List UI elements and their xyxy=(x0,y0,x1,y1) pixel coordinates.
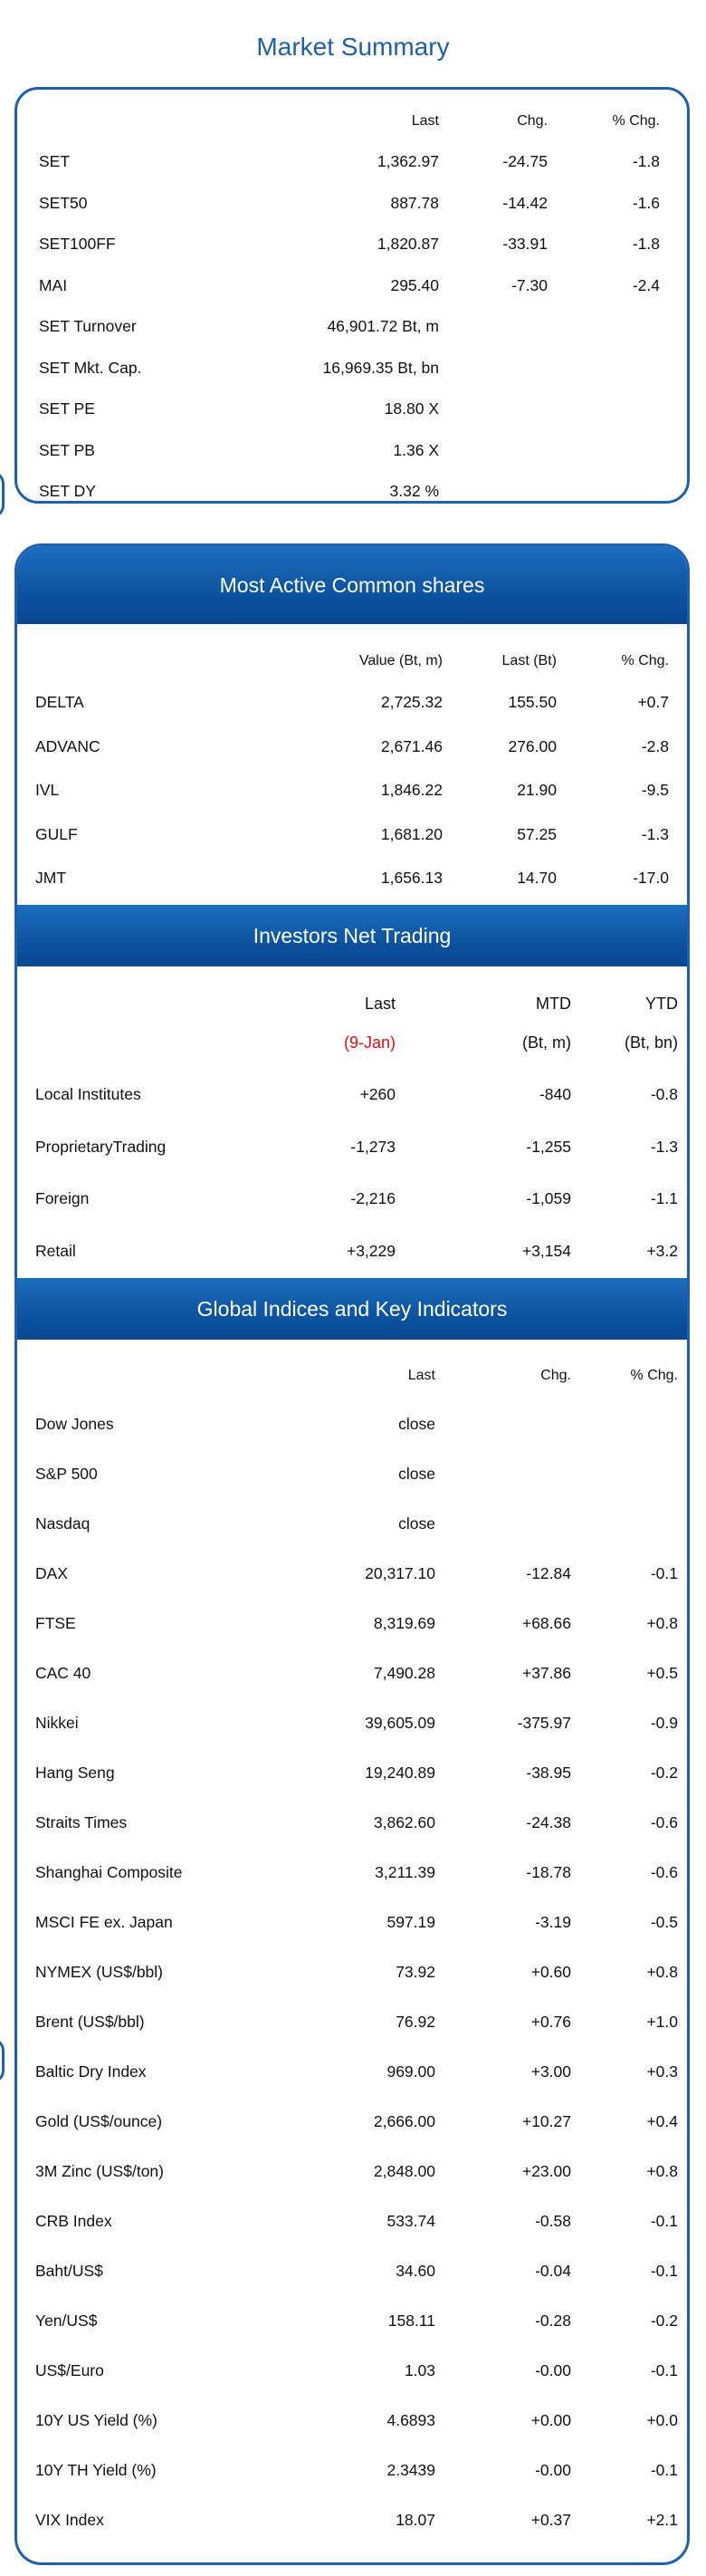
row-last: 3,862.60 xyxy=(373,1813,435,1831)
row-label: Nikkei xyxy=(35,1714,79,1732)
row-last: 1,820.87 xyxy=(377,235,439,253)
header-last: Last xyxy=(364,995,396,1013)
row-last: close xyxy=(398,1465,435,1483)
row-label: SET50 xyxy=(39,193,88,212)
row-pct-chg: -0.2 xyxy=(650,2312,678,2330)
row-ytd: -1.3 xyxy=(650,1137,678,1156)
table-row xyxy=(17,1410,687,1437)
market-summary-title: Market Summary xyxy=(256,33,450,61)
row-last: close xyxy=(398,1415,435,1433)
row-chg: +23.00 xyxy=(521,2162,571,2180)
row-label: Yen/US$ xyxy=(35,2312,98,2330)
header-pct-chg: % Chg. xyxy=(612,113,660,129)
row-chg: -0.58 xyxy=(535,2212,571,2230)
row-chg: +37.86 xyxy=(521,1664,571,1682)
row-label: MAI xyxy=(39,275,68,294)
row-last: +260 xyxy=(359,1085,396,1103)
table-row xyxy=(17,1759,687,1786)
row-pct-chg: +0.0 xyxy=(646,2411,678,2429)
row-pct-chg: +0.8 xyxy=(646,2162,678,2180)
row-last: 21.90 xyxy=(517,781,557,799)
row-chg: -24.75 xyxy=(502,152,548,170)
row-last: 295.40 xyxy=(390,275,439,294)
table-row xyxy=(17,1510,687,1537)
table-row xyxy=(17,2207,687,2235)
row-last: 2,666.00 xyxy=(373,2112,435,2130)
row-label: 10Y US Yield (%) xyxy=(35,2411,157,2429)
table-row xyxy=(17,312,687,340)
row-label: SET xyxy=(39,152,71,170)
row-pct-chg: -0.1 xyxy=(650,2461,678,2479)
table-row xyxy=(17,821,687,848)
row-pct-chg: -1.3 xyxy=(641,824,669,843)
row-chg: -0.04 xyxy=(535,2262,571,2280)
table-row xyxy=(17,230,687,257)
row-last: 969.00 xyxy=(386,2062,435,2081)
row-last: +3,229 xyxy=(346,1241,396,1260)
row-label: Baht/US$ xyxy=(35,2262,103,2280)
row-chg: -0.00 xyxy=(535,2461,571,2479)
header-value: Value (Bt, m) xyxy=(358,653,443,668)
row-last: 3,211.39 xyxy=(375,1863,435,1881)
row-ytd: -0.8 xyxy=(650,1085,678,1103)
row-chg: +68.66 xyxy=(521,1614,571,1632)
row-last: 7,490.28 xyxy=(373,1664,435,1682)
row-label: Dow Jones xyxy=(35,1415,114,1433)
row-ytd: -1.1 xyxy=(650,1189,678,1207)
row-pct-chg: +0.5 xyxy=(646,1664,678,1682)
row-last: -2,216 xyxy=(350,1189,396,1207)
table-row xyxy=(17,1659,687,1687)
row-last: 73.92 xyxy=(396,1963,435,1981)
table-row xyxy=(17,688,687,716)
table-row xyxy=(17,2158,687,2185)
header-last: Last xyxy=(411,113,439,129)
header-ytd: YTD xyxy=(645,995,678,1013)
row-last: 4.6893 xyxy=(386,2411,435,2429)
table-row xyxy=(17,1709,687,1736)
row-label: Hang Seng xyxy=(35,1764,115,1782)
row-last: 39,605.09 xyxy=(365,1714,435,1732)
table-row xyxy=(17,2456,687,2484)
row-label: Local Institutes xyxy=(35,1085,141,1103)
table-row xyxy=(17,864,687,891)
row-mtd: -1,255 xyxy=(526,1137,571,1156)
row-ytd: +3.2 xyxy=(646,1241,678,1260)
table-row xyxy=(17,1859,687,1886)
row-label: GULF xyxy=(35,824,78,843)
row-label: Baltic Dry Index xyxy=(35,2062,147,2081)
row-value: 2,671.46 xyxy=(380,736,443,755)
table-row xyxy=(17,1610,687,1637)
row-last: 8,319.69 xyxy=(373,1614,435,1632)
row-label: SET PE xyxy=(39,399,95,418)
row-mtd: -840 xyxy=(539,1085,571,1103)
row-label: 3M Zinc (US$/ton) xyxy=(35,2162,164,2180)
row-last: 57.25 xyxy=(517,824,557,843)
row-label: 10Y TH Yield (%) xyxy=(35,2461,157,2479)
row-label: VIX Index xyxy=(35,2511,104,2529)
table-row xyxy=(17,272,687,299)
row-last: 1.36 X xyxy=(393,440,439,459)
row-chg: -7.30 xyxy=(511,275,548,294)
row-mtd: -1,059 xyxy=(526,1189,571,1207)
row-pct-chg: -9.5 xyxy=(641,781,669,799)
most-active-banner: Most Active Common shares xyxy=(17,546,687,624)
row-chg: -14.42 xyxy=(502,193,548,212)
row-label: FTSE xyxy=(35,1614,76,1632)
most-active-header-row xyxy=(17,648,687,675)
row-chg: -24.38 xyxy=(526,1813,571,1831)
table-row xyxy=(17,2307,687,2334)
table-row xyxy=(17,189,687,216)
row-pct-chg: -0.1 xyxy=(650,1564,678,1582)
investors-header-row xyxy=(17,990,687,1017)
row-mtd: +3,154 xyxy=(521,1241,571,1260)
row-chg: +10.27 xyxy=(521,2112,571,2130)
market-summary-header-row xyxy=(17,108,687,135)
row-last: 16,969.35 Bt, bn xyxy=(322,358,439,377)
row-chg: -18.78 xyxy=(526,1863,571,1881)
row-chg: -0.00 xyxy=(535,2361,571,2379)
row-last: 76.92 xyxy=(396,2013,435,2031)
row-chg: -38.95 xyxy=(526,1764,571,1782)
row-pct-chg: +1.0 xyxy=(646,2013,678,2031)
row-label: S&P 500 xyxy=(35,1465,98,1483)
row-pct-chg: -0.6 xyxy=(650,1863,678,1881)
table-row xyxy=(17,2008,687,2035)
subheader-ytd-unit: (Bt, bn) xyxy=(624,1033,678,1052)
row-label: SET100FF xyxy=(39,235,116,253)
row-label: IVL xyxy=(35,781,60,799)
row-label: Shanghai Composite xyxy=(35,1863,183,1881)
indicators-panel xyxy=(14,543,690,2565)
row-pct-chg: +2.1 xyxy=(646,2511,678,2529)
header-pct-chg: % Chg. xyxy=(621,653,669,668)
row-label: Gold (US$/ounce) xyxy=(35,2112,163,2130)
table-row xyxy=(17,2357,687,2384)
table-row xyxy=(17,354,687,381)
investors-subheader-row xyxy=(17,1029,687,1056)
table-row xyxy=(17,2058,687,2085)
subheader-date: (9-Jan) xyxy=(343,1033,396,1052)
row-label: MSCI FE ex. Japan xyxy=(35,1913,173,1931)
row-label: SET Turnover xyxy=(39,317,137,335)
row-pct-chg: -0.1 xyxy=(650,2262,678,2280)
row-last: 19,240.89 xyxy=(365,1764,435,1782)
table-row xyxy=(17,148,687,175)
row-pct-chg: +0.8 xyxy=(646,1614,678,1632)
row-label: SET Mkt. Cap. xyxy=(39,358,142,377)
row-last: 533.74 xyxy=(386,2212,435,2230)
row-pct-chg: -2.8 xyxy=(641,736,669,755)
row-pct-chg: -0.1 xyxy=(650,2212,678,2230)
row-last: 18.07 xyxy=(396,2511,435,2529)
row-label: SET PB xyxy=(39,440,95,459)
market-summary-panel xyxy=(14,87,690,504)
row-pct-chg: -17.0 xyxy=(633,869,669,887)
row-pct-chg: +0.4 xyxy=(646,2112,678,2130)
row-pct-chg: -0.6 xyxy=(650,1813,678,1831)
row-last: 18.80 X xyxy=(384,399,439,418)
subheader-mtd-unit: (Bt, m) xyxy=(522,1033,571,1052)
table-row xyxy=(17,1958,687,1985)
row-last: 1,362.97 xyxy=(377,152,439,170)
row-label: DELTA xyxy=(35,693,84,711)
table-row xyxy=(17,2407,687,2434)
header-chg: Chg. xyxy=(517,113,548,129)
row-label: Straits Times xyxy=(35,1813,128,1831)
row-last: 2.3439 xyxy=(386,2461,435,2479)
row-label: Brent (US$/bbl) xyxy=(35,2013,145,2031)
row-chg: +3.00 xyxy=(530,2062,571,2081)
row-last: 3.32 % xyxy=(389,482,439,500)
row-chg: -33.91 xyxy=(502,235,548,253)
row-last: 158.11 xyxy=(387,2312,435,2330)
table-row xyxy=(17,2108,687,2135)
row-label: DAX xyxy=(35,1564,68,1582)
table-row xyxy=(17,1133,687,1160)
row-last: 155.50 xyxy=(508,693,557,711)
row-label: CRB Index xyxy=(35,2212,112,2230)
row-last: 597.19 xyxy=(386,1913,435,1931)
row-chg: -3.19 xyxy=(535,1913,571,1931)
row-pct-chg: -1.6 xyxy=(632,193,660,212)
row-value: 2,725.32 xyxy=(380,693,443,711)
decorative-tab xyxy=(0,2038,5,2083)
row-label: SET DY xyxy=(39,482,96,500)
table-row xyxy=(17,776,687,803)
table-row xyxy=(17,1560,687,1587)
row-chg: +0.37 xyxy=(530,2511,571,2529)
row-last: 2,848.00 xyxy=(373,2162,435,2180)
row-label: Nasdaq xyxy=(35,1514,91,1533)
row-last: 20,317.10 xyxy=(365,1564,435,1582)
table-row xyxy=(17,1237,687,1264)
table-row xyxy=(17,1185,687,1212)
row-last: -1,273 xyxy=(350,1137,396,1156)
row-last: 1.03 xyxy=(404,2361,435,2379)
global-banner: Global Indices and Key Indicators xyxy=(17,1278,687,1340)
table-row xyxy=(17,395,687,422)
global-header-row xyxy=(17,1362,687,1389)
row-pct-chg: +0.3 xyxy=(646,2062,678,2081)
row-last: 34.60 xyxy=(396,2262,435,2280)
row-pct-chg: -1.8 xyxy=(632,152,660,170)
row-label: Foreign xyxy=(35,1189,90,1207)
header-last: Last (Bt) xyxy=(501,653,557,668)
row-label: ADVANC xyxy=(35,736,100,755)
table-row xyxy=(17,1908,687,1936)
row-pct-chg: +0.7 xyxy=(637,693,669,711)
row-pct-chg: -0.5 xyxy=(650,1913,678,1931)
table-row xyxy=(17,2506,687,2533)
row-chg: +0.60 xyxy=(530,1963,571,1981)
row-last: close xyxy=(398,1514,435,1533)
row-label: US$/Euro xyxy=(35,2361,104,2379)
row-pct-chg: -0.2 xyxy=(650,1764,678,1782)
header-chg: Chg. xyxy=(540,1368,571,1383)
row-value: 1,846.22 xyxy=(380,781,443,799)
table-row xyxy=(17,1809,687,1836)
row-label: NYMEX (US$/bbl) xyxy=(35,1963,164,1981)
row-label: CAC 40 xyxy=(35,1664,91,1682)
row-pct-chg: -2.4 xyxy=(632,275,660,294)
row-last: 276.00 xyxy=(508,736,557,755)
row-chg: -0.28 xyxy=(535,2312,571,2330)
row-pct-chg: -0.1 xyxy=(650,2361,678,2379)
table-row xyxy=(17,2257,687,2284)
header-pct-chg: % Chg. xyxy=(630,1368,678,1383)
row-value: 1,681.20 xyxy=(380,824,443,843)
row-pct-chg: +0.8 xyxy=(646,1963,678,1981)
investors-banner: Investors Net Trading xyxy=(17,905,687,966)
row-chg: +0.76 xyxy=(530,2013,571,2031)
header-mtd: MTD xyxy=(536,995,571,1013)
row-chg: -12.84 xyxy=(526,1564,571,1582)
row-label: JMT xyxy=(35,869,67,887)
row-value: 1,656.13 xyxy=(380,869,443,887)
row-last: 14.70 xyxy=(517,869,557,887)
row-chg: +0.00 xyxy=(530,2411,571,2429)
row-label: Retail xyxy=(35,1241,76,1260)
header-last: Last xyxy=(407,1368,435,1383)
table-row xyxy=(17,1081,687,1108)
row-pct-chg: -0.9 xyxy=(650,1714,678,1732)
table-row xyxy=(17,733,687,760)
table-row xyxy=(17,1460,687,1487)
row-chg: -375.97 xyxy=(517,1714,571,1732)
decorative-tab xyxy=(0,471,5,518)
row-pct-chg: -1.8 xyxy=(632,235,660,253)
table-row xyxy=(17,437,687,464)
row-last: 887.78 xyxy=(390,193,439,212)
table-row xyxy=(17,477,687,505)
row-last: 46,901.72 Bt, m xyxy=(327,317,439,335)
row-label: ProprietaryTrading xyxy=(35,1137,167,1156)
